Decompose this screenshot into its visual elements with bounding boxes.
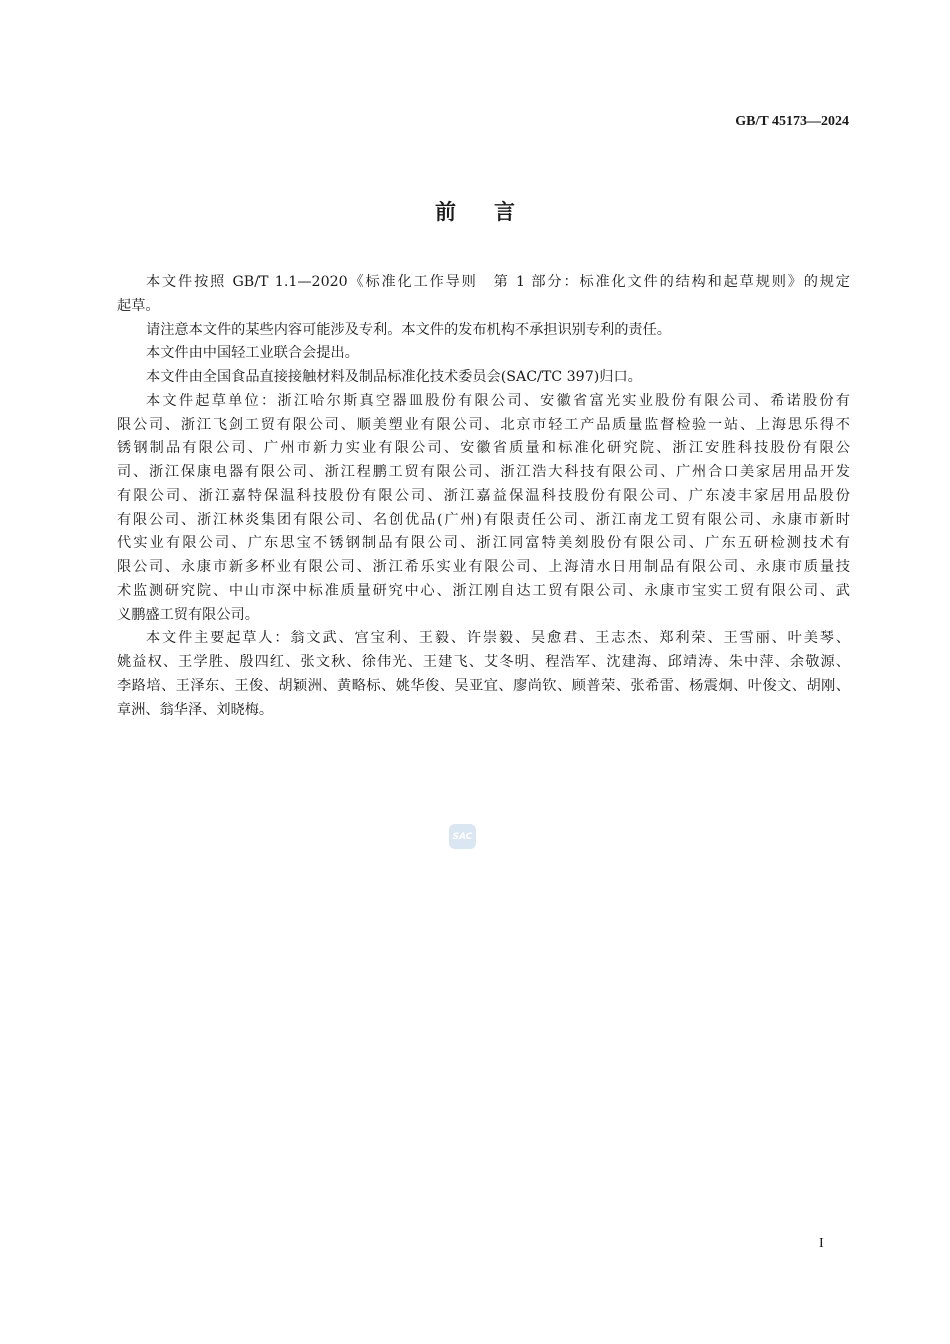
paragraph-line: 起草。: [117, 297, 160, 314]
paragraph: [117, 271, 850, 319]
page-title: 前言: [435, 200, 553, 224]
paragraph-line: 本文件由中国轻工业联合会提出。: [146, 345, 359, 362]
paragraph: [117, 342, 850, 366]
paragraph-line: 限公司、永康市新多杯业有限公司、浙江希乐实业有限公司、上海清水日用制品有限公司、永康市质量技: [117, 559, 850, 575]
paragraph-line: 本文件按照 GB/T 1.1—2020《标准化工作导则 第 1 部分：标准化文件的结构和起草规则》的规定: [146, 274, 850, 290]
paragraph-line: 章洲、翁华泽、刘晓梅。: [117, 701, 274, 718]
paragraph: [117, 390, 850, 628]
paragraph-line: 本文件主要起草人：翁文武、宫宝利、王毅、许崇毅、吴愈君、王志杰、郑利荣、王雪丽、叶美琴、: [146, 630, 850, 647]
paragraph: [117, 366, 850, 390]
page-number: I: [819, 1236, 824, 1251]
paragraph-line: 有限公司、浙江嘉特保温科技股份有限公司、浙江嘉益保温科技股份有限公司、广东凌丰家居用品股份: [117, 487, 850, 504]
paragraph-line: 本文件由全国食品直接接触材料及制品标准化技术委员会(SAC/TC 397)归口。: [146, 369, 642, 385]
paragraph-line: 锈钢制品有限公司、广州市新力实业有限公司、安徽省质量和标准化研究院、浙江安胜科技股份有限公: [117, 440, 850, 457]
paragraph-line: 本文件起草单位：浙江哈尔斯真空器皿股份有限公司、安徽省富光实业股份有限公司、希诺股份有: [146, 392, 850, 409]
paragraph: [117, 627, 850, 722]
paragraph: [117, 319, 850, 343]
paragraph-line: 代实业有限公司、广东思宝不锈钢制品有限公司、浙江同富特美刻股份有限公司、广东五研检测技术有: [117, 535, 850, 552]
paragraph-line: 司、浙江保康电器有限公司、浙江程鹏工贸有限公司、浙江浩大科技有限公司、广州合口美家居用品开发: [117, 464, 850, 480]
paragraph-line: 请注意本文件的某些内容可能涉及专利。本文件的发布机构不承担识别专利的责任。: [146, 321, 671, 338]
paragraph-line: 义鹏盛工贸有限公司。: [117, 606, 259, 623]
paragraph-line: 有限公司、浙江林炎集团有限公司、名创优品(广州)有限责任公司、浙江南龙工贸有限公司、永康市新时: [117, 511, 850, 528]
paragraph-line: 姚益权、王学胜、殷四红、张文秋、徐伟光、王建飞、艾冬明、程浩军、沈建海、邱靖涛、朱中萍、余敬源、: [117, 654, 850, 670]
sac-watermark-logo: SAC: [449, 824, 476, 849]
paragraph-line: 限公司、浙江飞剑工贸有限公司、顺美塑业有限公司、北京市轻工产品质量监督检验一站、上海思乐得不: [117, 416, 850, 433]
paragraph-line: 李路培、王泽东、王俊、胡颖洲、黄略标、姚华俊、吴亚宜、廖尚钦、顾普荣、张希雷、杨震炯、叶俊文、胡刚、: [117, 677, 850, 694]
standard-code: GB/T 45173—2024: [735, 114, 849, 129]
foreword-body: [117, 271, 850, 722]
paragraph-line: 术监测研究院、中山市深中标准质量研究中心、浙江刚自达工贸有限公司、永康市宝实工贸有限公司、武: [117, 582, 850, 599]
